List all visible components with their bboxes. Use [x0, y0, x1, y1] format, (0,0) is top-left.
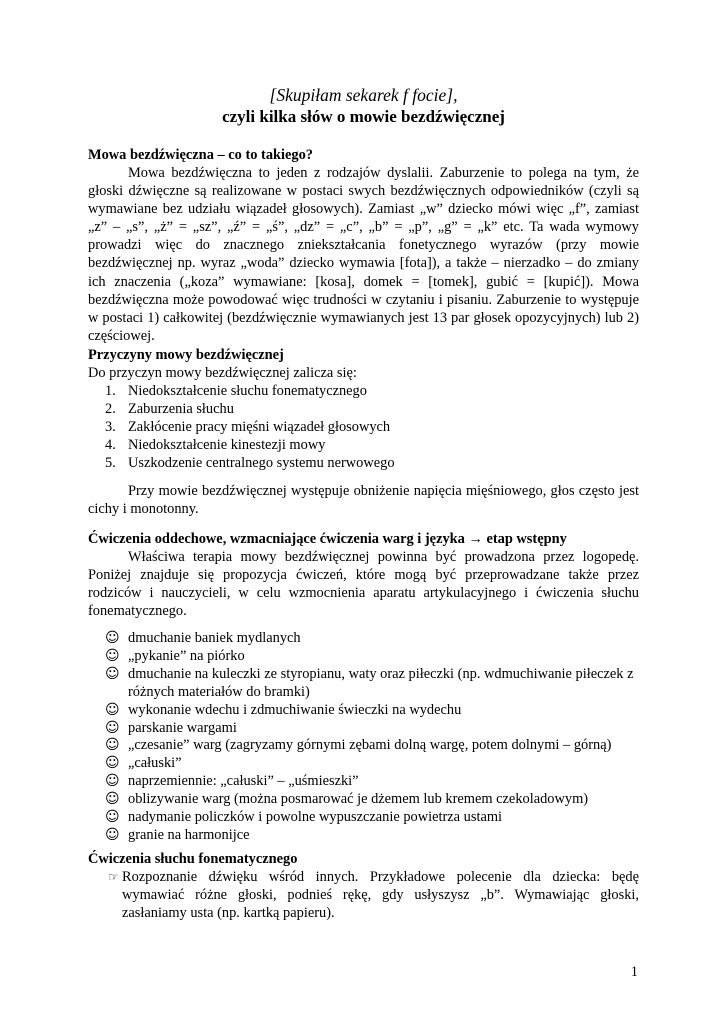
list-item: ☺ „czesanie” warg (zagryzamy górnymi zębami dolną wargę, potem dolnymi – górną) [105, 737, 612, 754]
smiley-icon: ☺ [105, 755, 120, 772]
list-item: ☺ parskanie wargami [105, 719, 237, 736]
list-item: 1. Niedokształcenie słuchu fonematycznego [105, 383, 367, 400]
document-title-line1 [88, 84, 639, 106]
smiley-icon: ☺ [105, 719, 120, 736]
smiley-icon: ☺ [105, 701, 120, 718]
list-item: 4. Niedokształcenie kinestezji mowy [105, 437, 326, 454]
list-item: ☺ „całuski” [105, 755, 182, 772]
list-item: ☺ oblizywanie warg (można posmarować je dżemem lub kremem czekoladowym) [105, 791, 589, 808]
section-phonemic-hearing [88, 850, 639, 922]
document-title-line2: czyli kilka słów o mowie bezdźwięcznej [222, 107, 505, 126]
section-exercises [88, 530, 639, 620]
pointing-hand-icon: ☞ [108, 870, 119, 884]
list-item: ☺ granie na harmonijce [105, 826, 250, 843]
section-paragraph: Właściwa terapia mowy bezdźwięcznej powinna być prowadzona przez logopedę. Poniżej znajduje się propozycja ćwiczeń, które mogą być przeprowadzane także przez rodziców i nauczycieli, w celu wzmocnienia aparatu artykulacyjnego i ćwiczenia słuchu fonematycznego. [88, 549, 639, 620]
section-heading: Ćwiczenia oddechowe, wzmacniające ćwiczenia warg i języka → etap wstępny [88, 531, 567, 547]
section-paragraph: Mowa bezdźwięczna to jeden z rodzajów dyslalii. Zaburzenie to polega na tym, że głoski dźwięczne są realizowane w postaci swych bezdźwięcznych odpowiedników (czyli są wymawiane bez udziału wiązadeł głosowych). Zamiast „w” dziecko mówi więc „f”, zamiast „z” – „s”, „ż” = „sz”, „ź” = „ś”, „dz” = „c”, „b” = „p”, „g” = „k” etc. Ta wada wymowy prowadzi więc do znacznego zniekształcania fonetycznego wyrazów (przy mowie bezdźwięcznej np. wyraz „woda” dziecko wymawia [fota]), a także – nierzadko – do zmiany ich znaczenia („koza” wymawiane: [kosa], domek = [tomek], gubić = [kupić]). Mowa bezdźwięczna może powodować więc trudności w czytaniu i pisaniu. Zaburzenie to występuje w postaci 1) całkowitej (bezdźwięcznie wymawianych jest 13 par głosek opozycyjnych) lub 2) częściowej. [88, 165, 639, 344]
smiley-icon: ☺ [105, 647, 120, 664]
section-what-is [88, 146, 639, 345]
causes-intro: Do przyczyn mowy bezdźwięcznej zalicza się: [88, 365, 357, 381]
list-item: ☞ Rozpoznanie dźwięku wśród innych. Przykładowe polecenie dla dziecka: będę wymawiać różne głoski, podnieś rękę, gdy usłyszysz „b”. Wymawiając głoski, zasłaniamy usta (np. kartką papieru). [108, 869, 639, 922]
smiley-icon: ☺ [105, 737, 120, 754]
smiley-icon: ☺ [105, 665, 120, 682]
section-heading: Ćwiczenia słuchu fonematycznego [88, 851, 298, 867]
list-item: ☺ naprzemiennie: „całuski” – „uśmieszki” [105, 773, 359, 790]
list-item: 5. Uszkodzenie centralnego systemu nerwowego [105, 455, 395, 472]
smiley-icon: ☺ [105, 809, 120, 826]
smiley-icon: ☺ [105, 630, 120, 646]
list-item: ☺ dmuchanie baniek mydlanych [105, 630, 301, 646]
causes-note: Przy mowie bezdźwięcznej występuje obniżenie napięcia mięśniowego, głos często jest cichy i monotonny. [88, 483, 639, 518]
document-title-italic: [Skupiłam sekarek f focie], [269, 85, 458, 105]
smiley-icon: ☺ [105, 773, 120, 790]
list-item: 2. Zaburzenia słuchu [105, 401, 234, 418]
smiley-icon: ☺ [105, 826, 120, 843]
list-item: ☺ nadymanie policzków i powolne wypuszczanie powietrza ustami [105, 809, 503, 826]
list-item: ☺ „pykanie” na piórko [105, 647, 245, 664]
causes-list [88, 382, 639, 472]
list-item: 3. Zakłócenie pracy mięśni wiązadeł głosowych [105, 419, 391, 436]
smiley-icon: ☺ [105, 791, 120, 808]
exercise-list [88, 630, 639, 845]
section-heading: Przyczyny mowy bezdźwięcznej [88, 347, 284, 363]
page-number: 1 [630, 964, 638, 980]
exercises-block [88, 630, 639, 845]
list-item: ☺ wykonanie wdechu i zdmuchiwanie świeczki na wydechu [105, 701, 462, 718]
section-heading: Mowa bezdźwięczna – co to takiego? [88, 147, 314, 163]
causes-note-block [88, 482, 639, 518]
section-causes [88, 346, 639, 473]
list-item: ☺ dmuchanie na kuleczki ze styropianu, waty oraz piłeczki (np. wdmuchiwanie piłeczek z różnych materiałów do bramki) [105, 665, 634, 700]
